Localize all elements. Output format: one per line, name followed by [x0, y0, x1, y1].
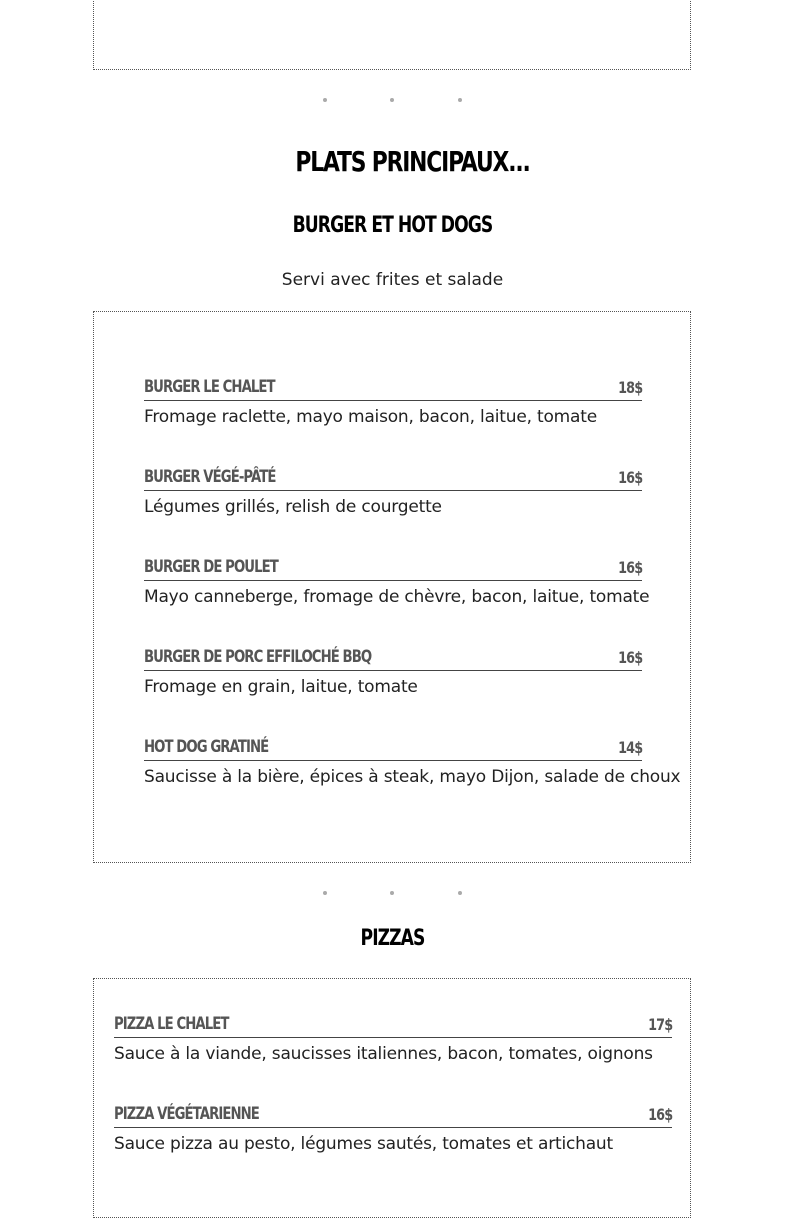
- separator-dot: [458, 98, 462, 102]
- separator-dots: [0, 98, 785, 102]
- menu-item-price: 16$: [617, 648, 642, 667]
- separator-dot: [458, 891, 462, 895]
- menu-item: [144, 643, 642, 697]
- separator-dot: [323, 891, 327, 895]
- menu-item-header: [144, 553, 642, 581]
- menu-item-price: 18$: [617, 378, 642, 397]
- menu-item-price: 14$: [617, 738, 642, 757]
- menu-item-name: BURGER LE CHALET: [144, 377, 275, 397]
- menu-item-price: 17$: [647, 1015, 672, 1034]
- menu-item-description: Mayo canneberge, fromage de chèvre, bacon, laitue, tomate: [144, 587, 650, 607]
- menu-item-description: Sauce pizza au pesto, légumes sautés, tomates et artichaut: [114, 1134, 613, 1154]
- separator-dot: [390, 98, 394, 102]
- separator-dot: [323, 98, 327, 102]
- burgers-section-subtitle: Servi avec frites et salade: [281, 270, 504, 290]
- menu-item-header: [144, 733, 642, 761]
- pizzas-section-title: PIZZAS: [360, 926, 425, 951]
- separator-dot: [390, 891, 394, 895]
- menu-item-name: BURGER VÉGÉ-PÂTÉ: [144, 467, 276, 487]
- menu-item-description: Légumes grillés, relish de courgette: [144, 497, 442, 517]
- menu-item: [144, 553, 650, 607]
- menu-item-name: PIZZA LE CHALET: [114, 1014, 229, 1034]
- menu-item-header: [144, 373, 642, 401]
- separator-dots: [0, 891, 785, 895]
- previous-section-box: [93, 0, 691, 70]
- menu-item-name: PIZZA VÉGÉTARIENNE: [114, 1104, 259, 1124]
- menu-item-description: Sauce à la viande, saucisses italiennes, bacon, tomates, oignons: [114, 1044, 653, 1064]
- main-courses-heading: PLATS PRINCIPAUX...: [295, 145, 530, 178]
- menu-item-description: Saucisse à la bière, épices à steak, mayo Dijon, salade de choux: [144, 767, 681, 787]
- menu-item: [114, 1100, 672, 1154]
- menu-item: [114, 1010, 672, 1064]
- menu-item-header: [114, 1100, 672, 1128]
- menu-item-header: [144, 643, 642, 671]
- menu-item-name: BURGER DE POULET: [144, 557, 278, 577]
- menu-item: [144, 463, 642, 517]
- menu-item-name: HOT DOG GRATINÉ: [144, 737, 269, 757]
- menu-item-name: BURGER DE PORC EFFILOCHÉ BBQ: [144, 647, 372, 667]
- menu-item: [144, 373, 642, 427]
- menu-item-description: Fromage en grain, laitue, tomate: [144, 677, 418, 697]
- menu-item-price: 16$: [647, 1105, 672, 1124]
- menu-item-header: [144, 463, 642, 491]
- menu-item-price: 16$: [617, 468, 642, 487]
- menu-item-description: Fromage raclette, mayo maison, bacon, laitue, tomate: [144, 407, 597, 427]
- menu-item-price: 16$: [617, 558, 642, 577]
- menu-item: [144, 733, 681, 787]
- burgers-section-title: BURGER ET HOT DOGS: [292, 213, 493, 238]
- menu-item-header: [114, 1010, 672, 1038]
